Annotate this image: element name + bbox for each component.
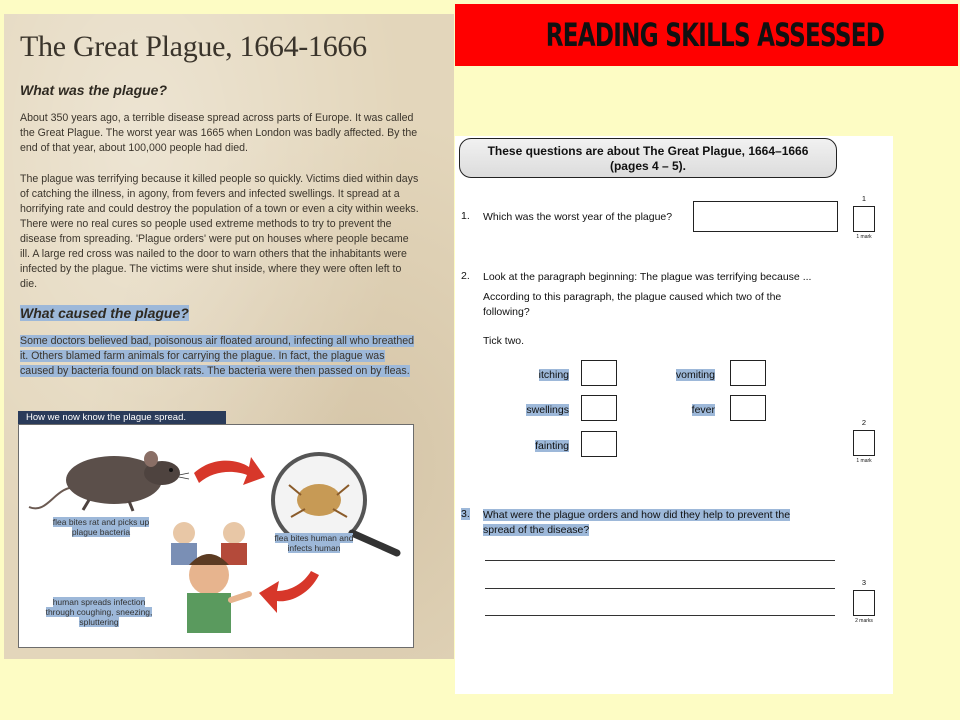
question-sheet <box>455 136 893 694</box>
reading-skills-banner <box>455 4 958 66</box>
red-arrow-icon <box>259 571 319 613</box>
q1-answer-box[interactable] <box>693 201 838 232</box>
figure-title-bar: How we now know the plague spread. <box>18 411 226 425</box>
people-illustration <box>171 522 249 633</box>
section-heading-what-caused: What caused the plague? <box>20 305 189 321</box>
q2-mark-number: 2 <box>861 418 867 427</box>
q2-mark-label: 1 mark <box>856 458 872 464</box>
caption-flea: flea bites human and infects human <box>274 533 354 553</box>
q2-mark-box <box>853 430 875 456</box>
q2-line1: Look at the paragraph beginning: The plague was terrifying because ... <box>483 271 812 283</box>
caption-human: human spreads infection through coughing, sneezing, spluttering <box>45 597 153 627</box>
tick-box-swellings[interactable] <box>581 395 617 421</box>
section-heading-what-was: What was the plague? <box>20 82 168 98</box>
plague-spread-diagram <box>18 424 414 648</box>
rat-illustration <box>29 451 189 511</box>
q1-mark-label: 1 mark <box>856 234 872 240</box>
q1-mark-number: 1 <box>861 194 867 203</box>
paragraph-causes: Some doctors believed bad, poisonous air floated around, infecting all who breathed it. Others blamed farm animals for carrying the plague. In fact, the plague was caused by bacteria found on black rats. The bacteria were then passed on by fleas. <box>20 335 414 377</box>
q3-answer-line-3[interactable] <box>485 615 835 616</box>
q3-text: What were the plague orders and how did they help to prevent the spread of the disease? <box>483 509 791 536</box>
q1-number: 1. <box>461 210 470 222</box>
sheet-header-line1: These questions are about The Great Plague, 1664–1666 <box>487 144 809 158</box>
sheet-header-line2: (pages 4 – 5). <box>609 159 687 173</box>
option-label-fainting: fainting <box>535 440 569 452</box>
paragraph-terrifying: The plague was terrifying because it killed people so quickly. Victims died within days of catching the illness, in agony, from fevers and infected swellings. It spread at a horrifying rate and could destroy the population of a town or even a city within weeks. There were no real cures so people used extreme methods to try to prevent the disease from spreading. 'Plague orders' were put on houses where people became ill. A large red cross was nailed to the door to warn others that the inhabitants were infected by the plague. The victims were shut inside, where they were often left to die. <box>20 173 419 290</box>
sheet-header <box>459 138 837 178</box>
q2-tick-instruction: Tick two. <box>483 335 525 347</box>
q3-mark-label: 2 marks <box>855 618 873 624</box>
book-title: The Great Plague, 1664-1666 <box>20 30 367 63</box>
q2-line2: According to this paragraph, the plague caused which two of the following? <box>483 291 782 318</box>
option-label-itching: itching <box>538 369 569 381</box>
q3-mark-box <box>853 590 875 616</box>
q3-answer-line-1[interactable] <box>485 560 835 561</box>
q3-mark-number: 3 <box>861 578 867 587</box>
option-label-vomiting: vomiting <box>675 369 715 381</box>
caption-rat: flea bites rat and picks up plague bacteria <box>52 517 150 537</box>
q3-answer-line-2[interactable] <box>485 588 835 589</box>
q1-mark-box <box>853 206 875 232</box>
paragraph-intro: About 350 years ago, a terrible disease spread across parts of Europe. It was called the Great Plague. The worst year was 1665 when London was badly affected. By the end of that year, about 100,000 people had died. <box>20 112 418 154</box>
q3-number: 3. <box>461 508 470 520</box>
tick-box-vomiting[interactable] <box>730 360 766 386</box>
option-label-swellings: swellings <box>526 404 569 416</box>
textbook-page <box>4 14 454 659</box>
tick-box-fainting[interactable] <box>581 431 617 457</box>
q1-text: Which was the worst year of the plague? <box>483 211 673 223</box>
banner-title: READING SKILLS ASSESSED <box>545 16 885 54</box>
q2-number: 2. <box>461 270 470 282</box>
tick-box-fever[interactable] <box>730 395 766 421</box>
red-arrow-icon <box>194 457 265 485</box>
option-label-fever: fever <box>691 404 715 416</box>
tick-box-itching[interactable] <box>581 360 617 386</box>
